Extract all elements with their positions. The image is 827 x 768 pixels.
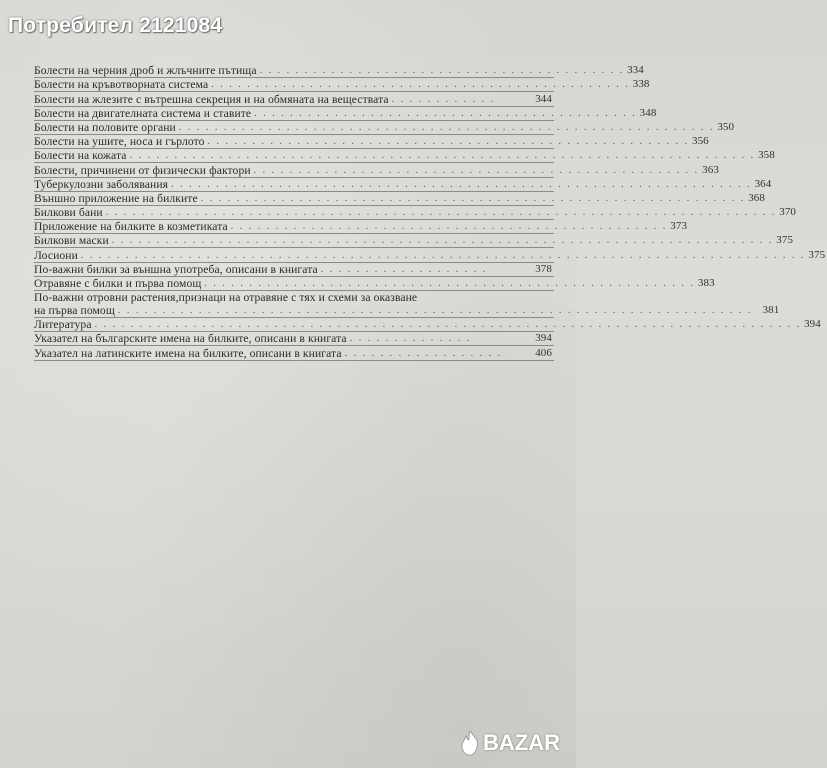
toc-row bbox=[34, 191, 766, 206]
toc-row bbox=[34, 277, 715, 291]
toc-title-line2-row bbox=[34, 304, 781, 317]
toc-title: Билкови маски bbox=[34, 234, 109, 248]
toc-title: Болести на половите органи bbox=[34, 120, 176, 134]
toc-title: Указател на латинските имена на билките, описани в книгата bbox=[34, 346, 342, 360]
toc-row bbox=[34, 64, 644, 78]
table-of-contents bbox=[34, 64, 826, 361]
toc-row bbox=[34, 220, 688, 234]
toc-row bbox=[34, 135, 709, 149]
toc-leader-dots: . . . . . . . . . . . . . . . . . . . . . . . . . . . . . . . . . . . . . . . . . . . . . . . . . . . . . . . . . . . . . . . . . . . . . . bbox=[129, 150, 756, 162]
toc-row bbox=[34, 346, 554, 360]
toc-title: Болести на кожата bbox=[34, 149, 127, 163]
toc-page-number: 383 bbox=[697, 277, 715, 289]
logo-text: BAZAR bbox=[483, 730, 560, 755]
toc-page-number: 375 bbox=[808, 248, 826, 261]
toc-row bbox=[34, 78, 650, 92]
toc-page-number: 350 bbox=[717, 120, 735, 133]
toc-title: Отравяне с билки и първа помощ bbox=[34, 277, 202, 290]
toc-leader-dots: . . . . . . . . . . . . . . . . . . . . . . . . . . . . . . . . . . . . . . . . . bbox=[259, 65, 625, 77]
toc-page-number: 394 bbox=[804, 318, 821, 331]
toc-leader-dots: . . . . . . . . . . . . . . . . . . . . . . . . . . . . . . . . . . . . . . . . . . . . . . . . . bbox=[230, 221, 668, 233]
toc-title: По-важни отровни растения,признаци на отравяне с тях и схеми за оказване bbox=[34, 291, 418, 304]
toc-page-number: 348 bbox=[639, 106, 657, 119]
toc-leader-dots: . . . . . . . . . . . . . . . . . . . . . . . . . . . . . . . . . . . . . . . . . . . bbox=[254, 107, 637, 119]
toc-title-block bbox=[34, 291, 781, 317]
toc-row bbox=[34, 206, 797, 220]
toc-row bbox=[34, 332, 554, 346]
toc-page-number: 356 bbox=[691, 135, 709, 148]
toc-leader-dots: . . . . . . . . . . . . . . . . . . . . . . . . . . . . . . . . . . . . . . . . . . . . . . . . . . . . . . . . . . . . . . . . . . . . . . . . . . . . . . . . . bbox=[80, 249, 806, 261]
toc-page-number: 364 bbox=[754, 177, 772, 190]
toc-page-number: 338 bbox=[632, 78, 650, 91]
toc-title: Билкови бани bbox=[34, 206, 103, 220]
toc-page-number: 375 bbox=[776, 234, 794, 247]
toc-leader-dots: . . . . . . . . . . . . . . . . . . . . . . . . . . . . . . . . . . . . . . . . . . . . . . . . . . . . . . . bbox=[204, 278, 695, 289]
toc-title: Литература bbox=[34, 318, 92, 332]
toc-page-number: 406 bbox=[535, 346, 552, 359]
toc-leader-dots: . . . . . . . . . . . . . . . . . . . . . . . . . . . . . . . . . . . . . . . . . . . . . . . . . . . . . . . . . . . . bbox=[178, 121, 715, 133]
toc-leader-dots: . . . . . . . . . . . . . . . . . . bbox=[344, 347, 503, 359]
toc-title: Болести на жлезите с вътрешна секреция и на обмяната на веществата bbox=[34, 92, 389, 106]
toc-page-number: 381 bbox=[762, 304, 780, 316]
toc-title: По-важни билки за външна употреба, описани в книгата bbox=[34, 262, 318, 276]
toc-leader-dots: . . . . . . . . . . . . . . . . . . . . . . . . . . . . . . . . . . . . . . . . . . . . . . . . . . . . . . . . . . . . . . . . . . . . . . . . . . . . . . . bbox=[94, 319, 802, 331]
toc-leader-dots: . . . . . . . . . . . . . . . . . . . . . . . . . . . . . . . . . . . . . . . . . . . . . . . . . . . . . . . . . . . . . bbox=[200, 192, 746, 204]
toc-title: Болести на двигателната система и ставите bbox=[34, 106, 252, 120]
toc-title: Указател на българските имена на билките, описани в книгата bbox=[34, 332, 347, 346]
toc-row bbox=[34, 92, 554, 106]
toc-title: Туберкулозни заболявания bbox=[34, 177, 169, 191]
toc-title-line2: на първа помощ bbox=[34, 304, 115, 317]
toc-row bbox=[34, 248, 826, 262]
toc-row bbox=[34, 106, 657, 121]
toc-page-number: 344 bbox=[535, 92, 552, 105]
toc-leader-dots: . . . . . . . . . . . . . . . . . . . . . . . . . . . . . . . . . . . . . . . . . . . . . . . . . . . . . . . . . . . . . . . . . . . . . . . bbox=[117, 305, 753, 316]
toc-title: Болести на кръвотворната система bbox=[34, 78, 209, 92]
flame-icon bbox=[459, 730, 481, 756]
toc-leader-dots: . . . . . . . . . . . . . . . . . . . . . . . . . . . . . . . . . . . . . . . . . . . . . . . bbox=[211, 79, 630, 91]
toc-leader-dots: . . . . . . . . . . . . . . . . . . . . . . . . . . . . . . . . . . . . . . . . . . . . . . . . . . . . . . . . . . . . . . . . . . . . . . . . . . . bbox=[105, 207, 777, 219]
toc-page-number: 378 bbox=[535, 262, 552, 275]
toc-title: Болести на ушите, носа и гърлото bbox=[34, 135, 205, 149]
toc-title: Болести, причинени от физически фактори bbox=[34, 163, 251, 177]
toc-leader-dots: . . . . . . . . . . . . . . . . . . . . . . . . . . . . . . . . . . . . . . . . . . . . . . . . . . . . . . bbox=[207, 136, 689, 148]
toc-title: Приложение на билките в козметиката bbox=[34, 220, 228, 234]
toc-page-number: 334 bbox=[627, 64, 644, 77]
toc-leader-dots: . . . . . . . . . . . . . . . . . . . bbox=[320, 263, 488, 275]
toc-leader-dots: . . . . . . . . . . . . . . bbox=[349, 333, 472, 345]
toc-page-number: 373 bbox=[670, 220, 688, 233]
toc-page-number: 358 bbox=[758, 149, 775, 162]
toc-page-number: 370 bbox=[779, 206, 797, 219]
toc-leader-dots: . . . . . . . . . . . . bbox=[391, 93, 496, 105]
toc-title: Лосиони bbox=[34, 248, 78, 262]
toc-page-number: 363 bbox=[702, 163, 719, 176]
toc-row bbox=[34, 177, 772, 192]
toc-leader-dots: . . . . . . . . . . . . . . . . . . . . . . . . . . . . . . . . . . . . . . . . . . . . . . . . . . . . . . . . . . . . . . . . . . . . . . . . . . bbox=[111, 235, 774, 247]
toc-row bbox=[34, 163, 719, 177]
toc-row bbox=[34, 149, 775, 163]
toc-page-number: 368 bbox=[748, 191, 766, 204]
user-watermark: Потребител 2121084 bbox=[8, 14, 223, 37]
toc-title: Болести на черния дроб и жлъчните пътища bbox=[34, 64, 257, 78]
toc-row bbox=[34, 234, 794, 248]
toc-row bbox=[34, 291, 780, 318]
toc-row bbox=[34, 318, 821, 332]
toc-leader-dots: . . . . . . . . . . . . . . . . . . . . . . . . . . . . . . . . . . . . . . . . . . . . . . . . . . . . . . . . . . . . . . . . . bbox=[171, 178, 752, 190]
toc-page-number: 394 bbox=[535, 332, 552, 345]
toc-row bbox=[34, 263, 554, 277]
bazar-logo bbox=[459, 730, 560, 756]
toc-title: Външно приложение на билките bbox=[34, 191, 198, 205]
toc-row bbox=[34, 120, 735, 135]
toc-leader-dots: . . . . . . . . . . . . . . . . . . . . . . . . . . . . . . . . . . . . . . . . . . . . . . . . . . bbox=[253, 164, 700, 176]
